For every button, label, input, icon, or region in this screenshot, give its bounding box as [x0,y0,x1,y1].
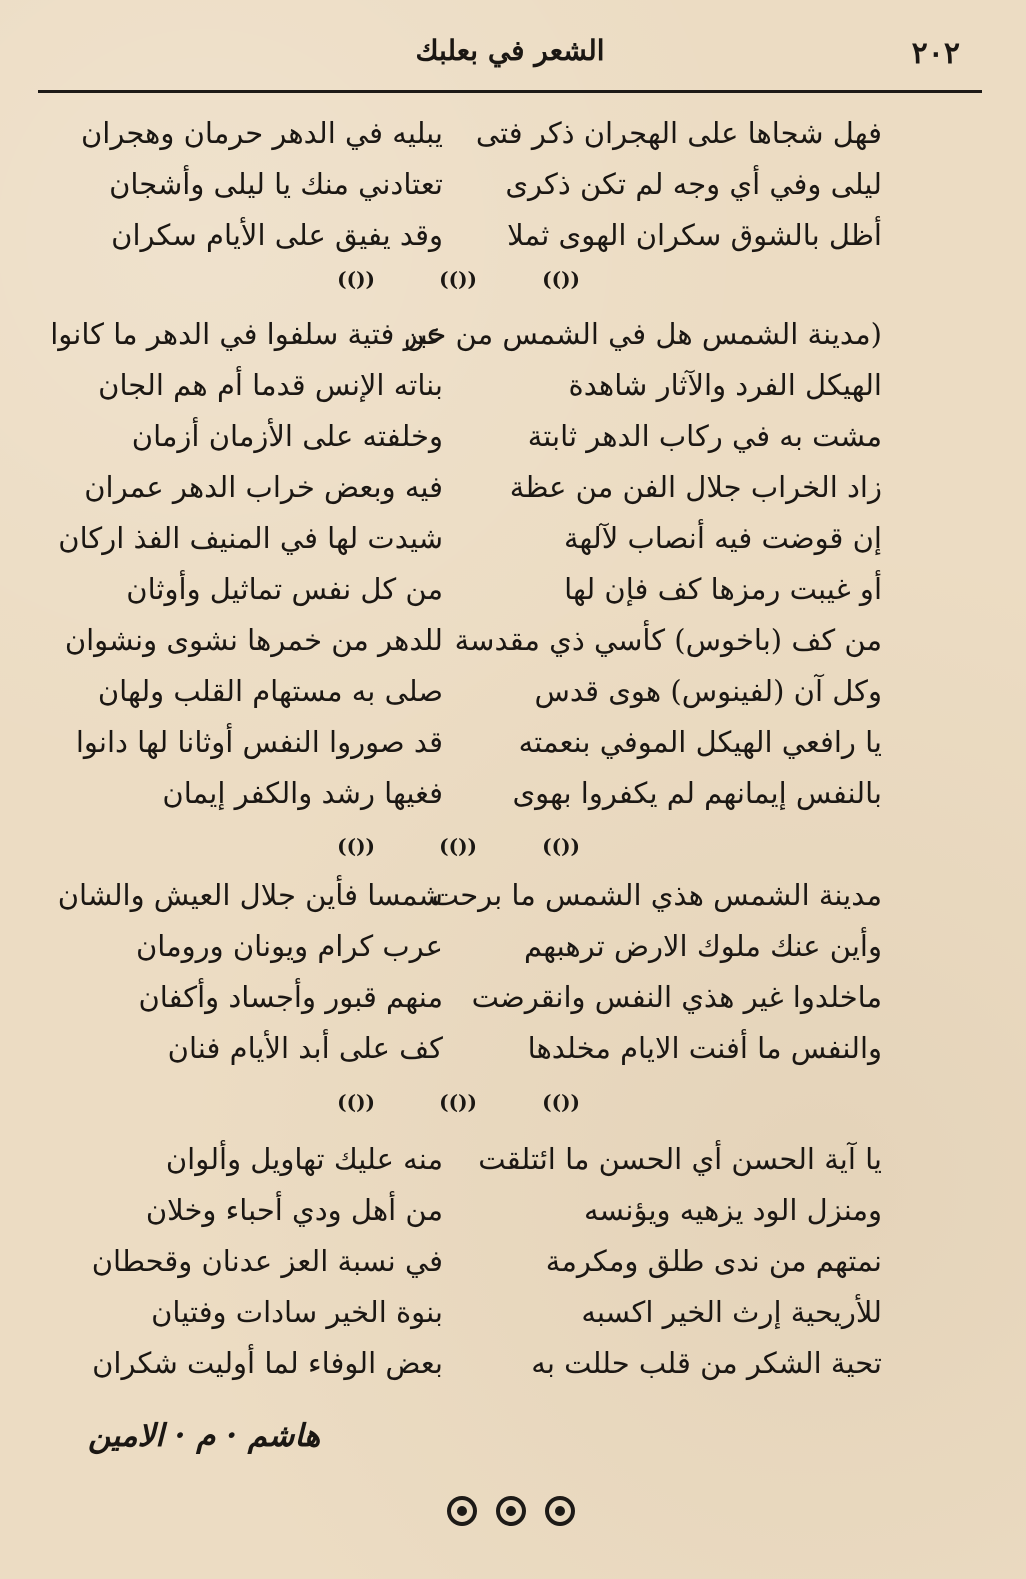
poem-section-3 [57,874,898,1078]
ornament-icon [444,1492,578,1530]
poem-couplet [118,1138,898,1189]
left-hemistich: فغيها رشد والكفر إيمان [162,776,443,810]
left-hemistich: قد صوروا النفس أوثانا لها دانوا [75,725,443,759]
right-hemistich: يا رافعي الهيكل الموفي بنعمته [518,725,882,759]
poem-couplet [109,163,898,214]
left-hemistich: من كل نفس تماثيل وأوثان [126,572,443,606]
left-hemistich: صلى به مستهام القلب ولهان [97,674,443,708]
poem-couplet [58,517,898,568]
stanza-break-mark: (()) [439,834,477,858]
left-hemistich: بنوة الخير سادات وفتيان [151,1295,443,1329]
right-hemistich: فهل شجاها على الهجران ذكر فتى [475,116,882,150]
right-hemistich: والنفس ما أفنت الايام مخلدها [527,1031,882,1065]
right-hemistich: (مدينة الشمس هل في الشمس من خبر [403,317,882,351]
poem-section-1 [80,112,898,265]
author-signature: هاشم · م · الامين [88,1418,321,1454]
right-hemistich: وأين عنك ملوك الارض ترهبهم [523,929,882,963]
stanza-break-mark: (()) [542,834,580,858]
left-hemistich: وقد يفيق على الأيام سكران [111,218,443,252]
left-hemistich: عرب كرام ويونان ورومان [135,929,443,963]
poem-section-2 [50,313,898,823]
poem-couplet [91,1240,898,1291]
poem-couplet [118,772,898,823]
poem-couplet [111,214,898,265]
left-hemistich: يبليه في الدهر حرمان وهجران [80,116,443,150]
left-hemistich: شيدت لها في المنيف الفذ اركان [58,521,443,555]
right-hemistich: ماخلدوا غير هذي النفس وانقرضت [471,980,882,1014]
right-hemistich: تحية الشكر من قلب حللت به [531,1346,882,1380]
left-hemistich: فيه وبعض خراب الدهر عمران [84,470,443,504]
left-hemistich: في نسبة العز عدنان وقحطان [91,1244,443,1278]
right-hemistich: مشت به في ركاب الدهر ثابتة [527,419,882,453]
right-hemistich: زاد الخراب جلال الفن من عظة [509,470,882,504]
stanza-divider [330,1090,580,1114]
stanza-break-mark: (()) [439,267,477,291]
right-hemistich: بالنفس إيمانهم لم يكفروا بهوى [512,776,882,810]
poem-couplet [118,568,898,619]
poem-couplet [84,466,898,517]
right-hemistich: مدينة الشمس هذي الشمس ما برحت [431,878,882,912]
page-number: ٢٠٢ [911,36,960,71]
right-hemistich: نمتهم من ندى طلق ومكرمة [545,1244,882,1278]
stanza-divider [330,834,580,858]
poem-couplet [97,670,898,721]
poem-couplet [118,1027,898,1078]
right-hemistich: للأريحية إرث الخير اكسبه [581,1295,882,1329]
running-title: الشعر في بعلبك [415,34,605,67]
right-hemistich: أو غيبت رمزها كف فإن لها [564,572,882,606]
right-hemistich: أظل بالشوق سكران الهوى ثملا [507,218,882,252]
poem-couplet [118,1291,898,1342]
left-hemistich: من أهل ودي أحباء وخلان [145,1193,443,1227]
left-hemistich: بناته الإنس قدما أم هم الجان [98,368,443,402]
poem-couplet [118,976,898,1027]
left-hemistich: منه عليك تهاويل وألوان [165,1142,443,1176]
stanza-break-mark: (()) [542,267,580,291]
page-header [38,28,982,93]
stanza-break-mark: (()) [439,1090,477,1114]
poem-couplet [92,1342,898,1393]
right-hemistich: وكل آن (لفينوس) هوى قدس [534,674,882,708]
poem-couplet [80,112,898,163]
right-hemistich: إن قوضت فيه أنصاب لآلهة [563,521,882,555]
right-hemistich: ومنزل الود يزهيه ويؤنسه [583,1193,882,1227]
left-hemistich: منهم قبور وأجساد وأكفان [138,980,443,1014]
poem-couplet [64,619,898,670]
poem-couplet [118,925,898,976]
right-hemistich: من كف (باخوس) كأسي ذي مقدسة [454,623,882,657]
poem-couplet [57,874,898,925]
left-hemistich: شمسا فأين جلال العيش والشان [57,878,443,912]
left-hemistich: عن فتية سلفوا في الدهر ما كانوا [50,317,443,351]
left-hemistich: وخلفته على الأزمان أزمان [131,419,443,453]
right-hemistich: يا آية الحسن أي الحسن ما ائتلقت [478,1142,882,1176]
stanza-break-mark: (()) [337,1090,375,1114]
right-hemistich: الهيكل الفرد والآثار شاهدة [568,368,882,402]
left-hemistich: تعتادني منك يا ليلى وأشجان [109,167,443,201]
poem-couplet [118,1189,898,1240]
poem-section-4 [91,1138,898,1393]
right-hemistich: ليلى وفي أي وجه لم تكن ذكرى [505,167,882,201]
left-hemistich: كف على أبد الأيام فنان [167,1031,443,1065]
stanza-break-mark: (()) [337,267,375,291]
stanza-break-mark: (()) [337,834,375,858]
poem-couplet [50,313,898,364]
poem-couplet [75,721,898,772]
left-hemistich: للدهر من خمرها نشوى ونشوان [64,623,443,657]
poem-couplet [98,364,898,415]
poem-couplet [118,415,898,466]
left-hemistich: بعض الوفاء لما أوليت شكران [92,1346,443,1380]
section-ornament [444,1492,578,1530]
stanza-divider [330,267,580,291]
stanza-break-mark: (()) [542,1090,580,1114]
